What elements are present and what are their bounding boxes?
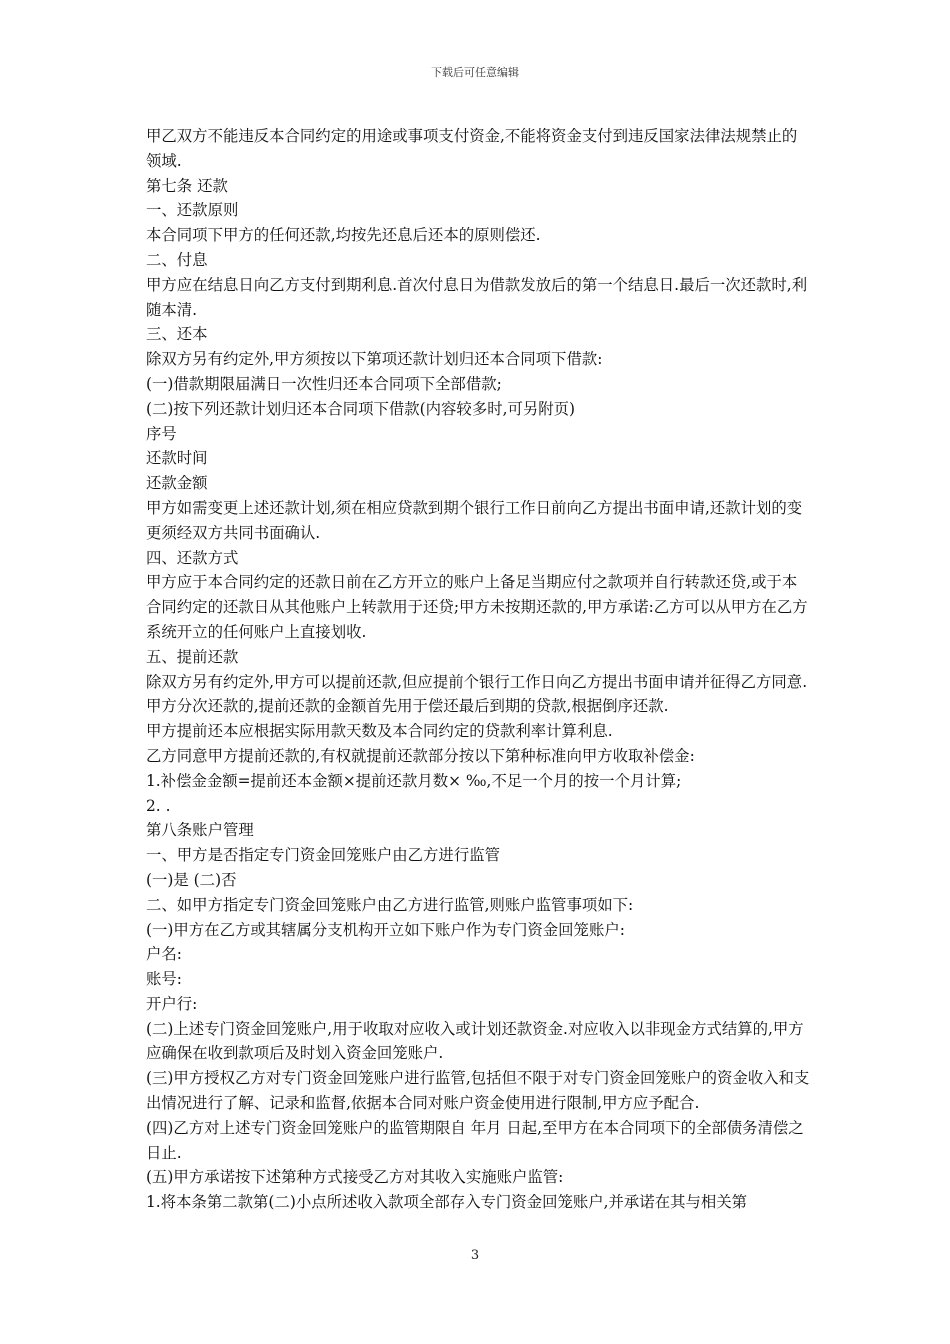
subsection-heading: 五、提前还款 — [146, 647, 239, 666]
list-item: (一)是 (二)否 — [146, 870, 237, 889]
subsection-heading: 一、甲方是否指定专门资金回笼账户由乙方进行监管 — [146, 846, 500, 865]
bank-field: 开户行: — [146, 994, 198, 1013]
page-header: 下载后可任意编辑 — [431, 66, 519, 79]
list-item: 2. . — [146, 796, 171, 815]
list-item: (一)借款期限届满日一次性归还本合同项下全部借款; — [146, 374, 502, 393]
list-item: (二)上述专门资金回笼账户,用于收取对应收入或计划还款资金.对应收入以非现金方式结算的,甲方应确保在收到款项后及时划入资金回笼账户. — [146, 1019, 804, 1063]
subsection-heading: 二、如甲方指定专门资金回笼账户由乙方进行监管,则账户监管事项如下: — [146, 895, 634, 914]
paragraph: 本合同项下甲方的任何还款,均按先还息后还本的原则偿还. — [146, 226, 541, 245]
paragraph: 除双方另有约定外,甲方须按以下第项还款计划归还本合同项下借款: — [146, 350, 603, 369]
paragraph: 甲方应在结息日向乙方支付到期利息.首次付息日为借款发放后的第一个结息日.最后一次还款时,利随本清. — [146, 275, 808, 319]
document-body — [146, 124, 810, 1215]
list-item: 1.将本条第二款第(二)小点所述收入款项全部存入专门资金回笼账户,并承诺在其与相关第 — [146, 1193, 748, 1212]
table-header-amount: 还款金额 — [146, 474, 208, 493]
list-item: (一)甲方在乙方或其辖属分支机构开立如下账户作为专门资金回笼账户: — [146, 920, 625, 939]
page-number: 3 — [470, 1248, 480, 1263]
paragraph: 除双方另有约定外,甲方可以提前还款,但应提前个银行工作日向乙方提出书面申请并征得乙方同意.甲方分次还款的,提前还款的金额首先用于偿还最后到期的贷款,根据倒序还款. — [146, 672, 808, 716]
list-item: (五)甲方承诺按下述第种方式接受乙方对其收入实施账户监管: — [146, 1168, 564, 1187]
section-heading: 第八条账户管理 — [146, 821, 254, 840]
table-header-date: 还款时间 — [146, 449, 208, 468]
subsection-heading: 二、付息 — [146, 250, 208, 269]
subsection-heading: 一、还款原则 — [146, 201, 239, 220]
table-header-serial: 序号 — [146, 424, 177, 443]
section-heading: 第七条 还款 — [146, 176, 228, 195]
list-item: (四)乙方对上述专门资金回笼账户的监管期限自 年月 日起,至甲方在本合同项下的全部债务清偿之日止. — [146, 1118, 804, 1162]
paragraph: 甲方应于本合同约定的还款日前在乙方开立的账户上备足当期应付之款项并自行转款还贷,或于本合同约定的还款日从其他账户上转款用于还贷;甲方未按期还款的,甲方承诺:乙方可以从甲方在乙方系统开立的任何账户上直接划收. — [146, 573, 808, 641]
account-name-field: 户名: — [146, 945, 182, 964]
paragraph: 甲乙双方不能违反本合同约定的用途或事项支付资金,不能将资金支付到违反国家法律法规禁止的领域. — [146, 127, 798, 170]
account-number-field: 账号: — [146, 970, 182, 989]
paragraph: 甲方提前还本应根据实际用款天数及本合同约定的贷款利率计算利息. — [146, 722, 613, 741]
list-item: (二)按下列还款计划归还本合同项下借款(内容较多时,可另附页) — [146, 399, 576, 418]
list-item: 1.补偿金金额=提前还本金额×提前还款月数× ‰,不足一个月的按一个月计算; — [146, 771, 682, 790]
paragraph: 甲方如需变更上述还款计划,须在相应贷款到期个银行工作日前向乙方提出书面申请,还款计划的变更须经双方共同书面确认. — [146, 498, 803, 542]
subsection-heading: 四、还款方式 — [146, 548, 239, 567]
subsection-heading: 三、还本 — [146, 325, 208, 344]
paragraph: 乙方同意甲方提前还款的,有权就提前还款部分按以下第种标准向甲方收取补偿金: — [146, 746, 695, 765]
list-item: (三)甲方授权乙方对专门资金回笼账户进行监管,包括但不限于对专门资金回笼账户的资金收入和支出情况进行了解、记录和监督,依据本合同对账户资金使用进行限制,甲方应予配合. — [146, 1069, 810, 1113]
